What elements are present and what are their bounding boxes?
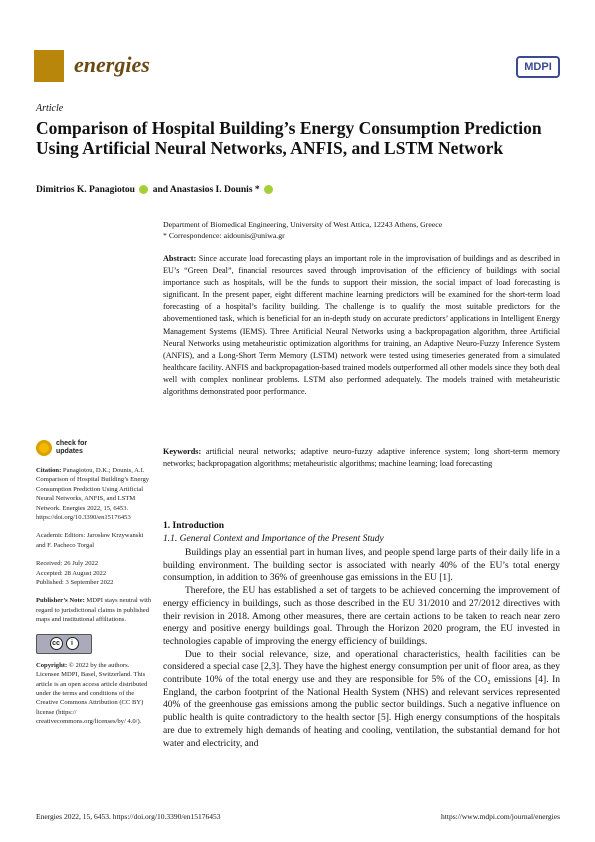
citation: Citation: Panagiotou, D.K.; Dounis, A.I. Comparison of Hospital Building’s Energy Consumption Prediction Using Artificial Neural Networks, ANFIS, and LSTM Network. Energies 2022, 15, 6453. https://doi.org/10.3390/en15176453 [36,467,150,522]
orcid-icon[interactable] [264,185,273,194]
keywords [163,446,560,471]
check-updates-icon [36,440,52,456]
academic-editors: Academic Editors: Jarosław Krzywanski and F. Pacheco Torgal [36,532,144,549]
paragraph: Due to their social relevance, size, and operational characteristics, health facilities can be considered a special case [2,3]. They have the highest energy consumption per unit of floor area, as they contribute 10% of the total energy use and they are responsible for 5% of the CO₂ emissions [4]. In England, the carbon footprint of the National Health System (NHS) and relevant services represented 40% of the greenhouse gas emissions among the public sector buildings. Such a negative influence on public health is quite contradictory to the health sector [5]. High energy consumptions of the hospitals are due to extremely high demands of heating and cooling, ventilation, the substantial demand for hot water and electricity, and [163,649,560,749]
affiliations [163,220,563,241]
article-sidebar [36,440,153,736]
paragraph: Therefore, the EU has established a set of targets to be achieved concerning the improvement of energy efficiency in buildings, such as those described in the EU 31/2010 and 27/2012 directives with their revision in 2018. Among other measures, there are certain actions to be taken to reach near zero energy and positive energy buildings goal. Through the Horizon 2020 program, the EU invested in technologies capable of improving the energy efficiency of buildings. [163,586,560,647]
author-list [36,185,556,195]
journal-header [34,46,564,86]
author-2[interactable]: and Anastasios I. Dounis * [152,185,260,195]
journal-name: energies [74,52,150,77]
journal-logo-icon [34,50,64,82]
publisher-logo: MDPI [516,56,560,78]
orcid-icon[interactable] [139,185,148,194]
subsection-title: 1.1. General Context and Importance of the Present Study [163,534,384,544]
keywords-label: Keywords: [163,447,202,456]
copyright: Copyright: © 2022 by the authors. Licensee MDPI, Basel, Switzerland. This article is an open access article distributed under the terms and conditions of the Creative Commons Attribution (CC BY) license (https:// creativecommons.org/licenses/by/ 4.0/). [36,661,148,726]
footer-citation: Energies 2022, 15, 6453. https://doi.org/10.3390/en15176453 [36,812,221,821]
author-1[interactable]: Dimitrios K. Panagiotou [36,185,135,195]
correspondence: * Correspondence: aidounis@uniwa.gr [163,230,285,240]
introduction-section [163,521,560,750]
abstract-text: Since accurate load forecasting plays an important role in the improvisation of buildings and as described in EU’s “Green Deal”, financial resources saved through improvisation of the efficiency of buildings with social importance such as hospitals, will be the funds to support their mission, the social impact of load forecasting is significant. In the present paper, eight different machine learning predictors will be examined for the short-term load forecasting of a hospital’s facility building. The challenge is to qualify the most suitable predictors for the abovementioned task, which is beneficial for an in-depth study on accurate predictors’ applications in Intelligent Energy Management Systems (IEMS). Three Artificial Neural Networks using a backpropagation algorithm, three Artificial Neural Networks using metaheuristic optimization algorithms for training, an Adaptive Neuro-Fuzzy Inference System (ANFIS), and a Long-Short Term Memory (LSTM) network were tested using timeseries generated from a simulated healthcare facility. ANFIS and backpropagation-based trained models outperformed all other models since they both deal well with complex nonlinear problems. LSTM also performed adequately. The models trained with metaheuristic algorithms demonstrated poor performance. [163,254,560,397]
keywords-text: artificial neural networks; adaptive neuro-fuzzy adaptive inference system; long short-term memory networks; backpropagation algorithms; metaheuristic algorithms; machine learning; load forecasting [163,447,560,469]
publisher-note: Publisher’s Note: MDPI stays neutral with regard to jurisdictional claims in published maps and institutional affiliations. [36,597,152,624]
dates: Received: 26 July 2022 Accepted: 28 August 2022 Published: 3 September 2022 [36,560,114,587]
check-updates-badge[interactable]: check for updates [36,440,153,456]
section-title: 1. Introduction [163,521,225,531]
abstract [163,253,560,398]
article-type: Article [36,103,64,114]
paragraph: Buildings play an essential part in human lives, and people spend large parts of their daily life in a building environment. The building sector is associated with nearly 40% of the EU’s total energy consumption, in addition to 36% of greenhouse gas emissions in the EU [1]. [163,548,560,584]
department: Department of Biomedical Engineering, University of West Attica, 12243 Athens, Greece [163,220,443,229]
abstract-label: Abstract: [163,254,197,263]
cc-by-license-icon[interactable]: cc i [36,634,92,654]
paper-title: Comparison of Hospital Building’s Energy Consumption Prediction Using Artificial Neural Networks, ANFIS, and LSTM Network [36,118,542,158]
journal-url[interactable]: https://www.mdpi.com/journal/energies [441,812,560,821]
